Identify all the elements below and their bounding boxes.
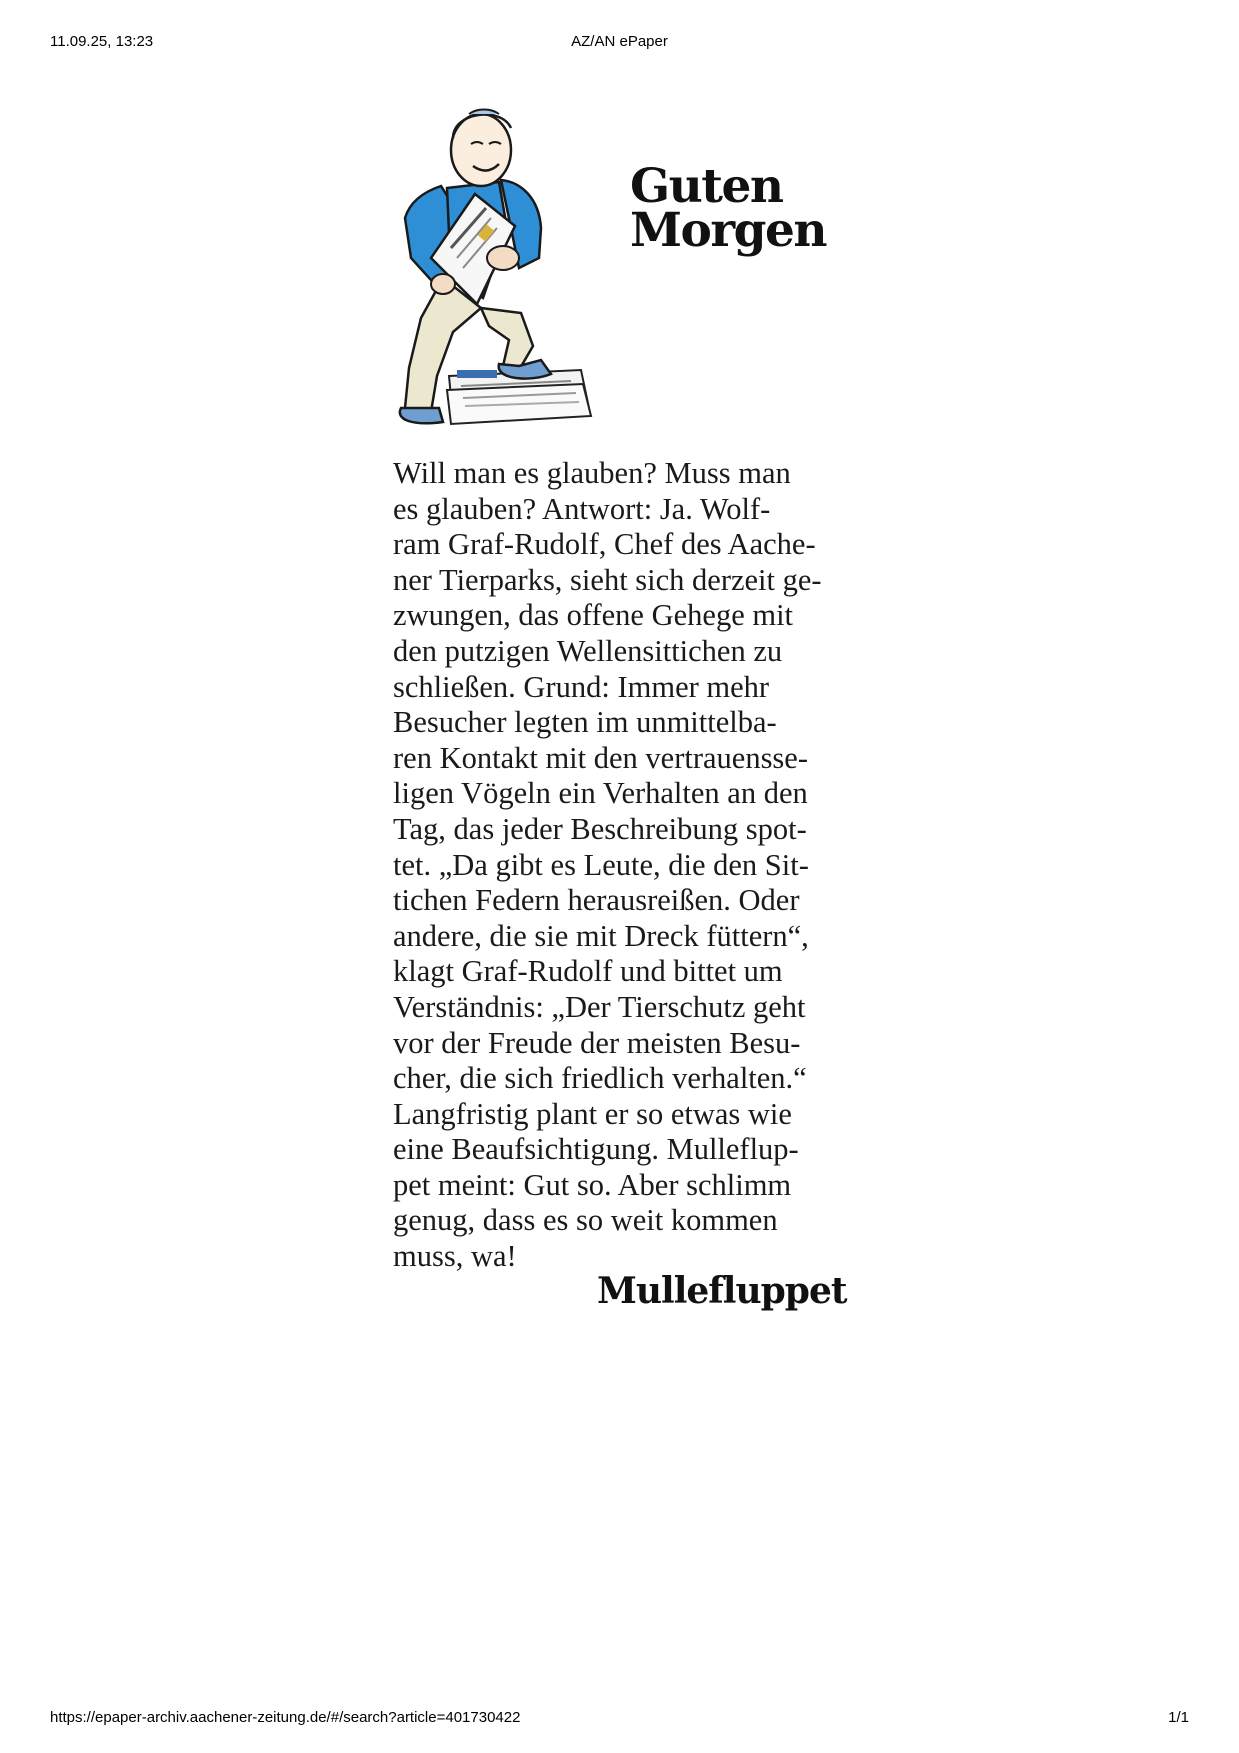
body-line: ligen Vögeln ein Verhalten an den [393, 776, 808, 811]
body-line: Tag, das jeder Beschreibung spot- [393, 811, 807, 846]
headline-line: Guten [630, 159, 783, 214]
headline-line: Morgen [630, 203, 827, 258]
body-line: andere, die sie mit Dreck füttern“, [393, 918, 809, 953]
print-page-title: AZ/AN ePaper [571, 33, 668, 50]
print-datetime: 11.09.25, 13:23 [50, 33, 154, 50]
author-signature: Mullefluppet [597, 1270, 847, 1312]
body-line: pet meint: Gut so. Aber schlimm [393, 1167, 792, 1202]
body-line: muss, wa! [393, 1239, 517, 1274]
body-line: Besucher legten im unmittelba- [393, 705, 777, 740]
body-line: es glauben? Antwort: Ja. Wolf- [393, 491, 771, 526]
body-line: ram Graf-Rudolf, Chef des Aache- [393, 527, 816, 562]
body-line: eine Beaufsichtigung. Mulleflup- [393, 1132, 799, 1167]
body-line: tichen Federn herausreißen. Oder [393, 883, 800, 918]
body-line: Will man es glauben? Muss man [393, 456, 791, 490]
body-line: den putzigen Wellensittichen zu [393, 633, 783, 668]
body-line: cher, die sich friedlich verhalten.“ [393, 1061, 807, 1096]
body-line: ner Tierparks, sieht sich derzeit ge- [393, 562, 822, 597]
body-line: genug, dass es so weit kommen [393, 1203, 778, 1238]
body-line: Verständnis: „Der Tierschutz geht [393, 989, 806, 1024]
body-line: schließen. Grund: Immer mehr [393, 669, 770, 704]
mullefluppet-mascot-illustration [391, 108, 601, 428]
body-line: vor der Freude der meisten Besu- [393, 1025, 801, 1060]
body-line: Langfristig plant er so etwas wie [393, 1096, 792, 1131]
body-line: ren Kontakt mit den vertrauensse- [393, 740, 808, 775]
page-number: 1/1 [1168, 1709, 1189, 1726]
head-icon [451, 110, 511, 187]
body-line: tet. „Da gibt es Leute, die den Sit- [393, 847, 809, 882]
article-body [393, 456, 853, 1275]
body-line: klagt Graf-Rudolf und bittet um [393, 954, 783, 989]
body-line: zwungen, das offene Gehege mit [393, 598, 794, 633]
print-url: https://epaper-archiv.aachener-zeitung.de/#/search?article=401730422 [50, 1709, 521, 1726]
headline [630, 159, 827, 258]
